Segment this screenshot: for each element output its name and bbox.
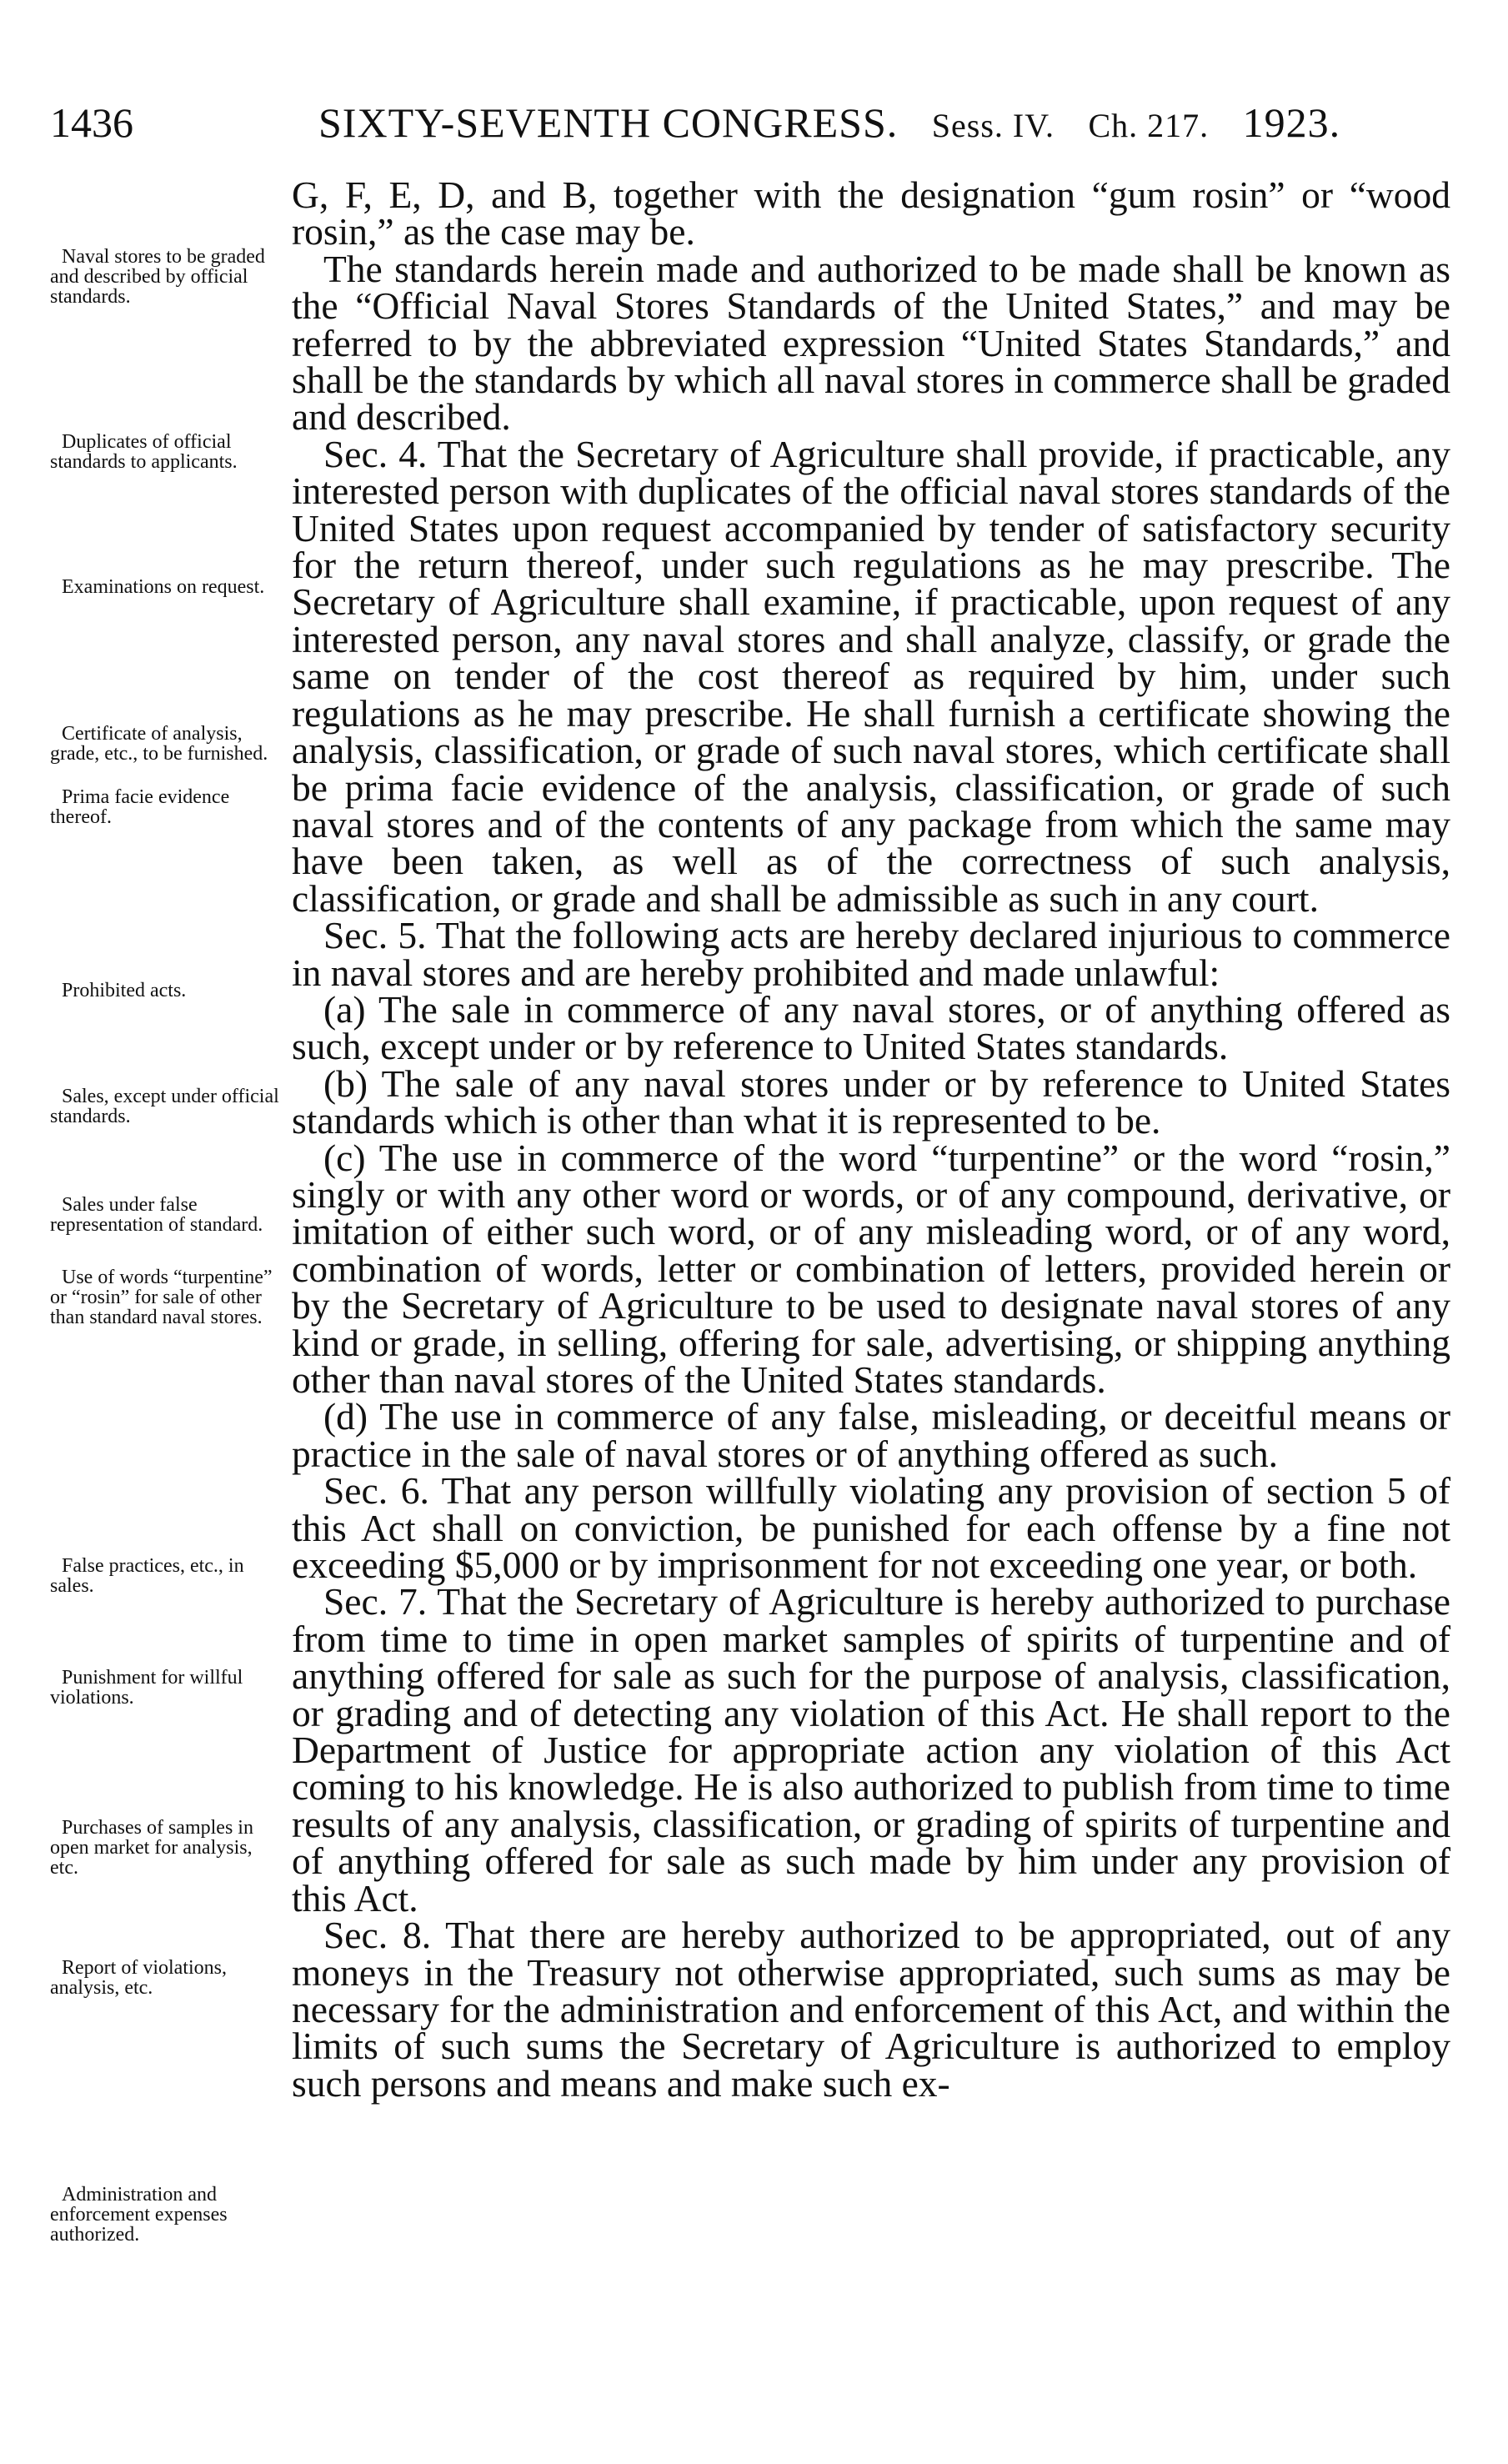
year-label: 1923. bbox=[1242, 99, 1341, 146]
margin-note: Administration and enforcement expenses authorized. bbox=[50, 2184, 228, 2246]
session-label: Sess. IV. bbox=[931, 107, 1055, 144]
margin-note: False practices, etc., in sales. bbox=[50, 1555, 244, 1597]
paragraph-sec-5: Sec. 5. That the following acts are hereby declared injurious to commerce in naval stores and are hereby prohibited and made unlawful: bbox=[292, 914, 1450, 994]
paragraph-standards: The standards herein made and authorized to be made shall be known as the “Official Naval Stores Standards of the United States,” and may be referred to by the abbreviated expression “United States Standards,” and shall be the standards by which all naval stores in commerce shall be graded and described. bbox=[292, 247, 1450, 439]
paragraph-sec-5-b: (b) The sale of any naval stores under or by reference to United States standards which is other than what it is represented to be. bbox=[292, 1061, 1450, 1142]
margin-note: Certificate of analysis, grade, etc., to be furnished. bbox=[50, 723, 268, 765]
paragraph-sec-4: Sec. 4. That the Secretary of Agriculture shall provide, if practicable, any interested person with duplicates of the official naval stores standards of the United States upon request accompanied by tender of satisfactory security for the return thereof, under such regulations as he may prescribe. The Secretary of Agriculture shall examine, if practicable, upon request of any interested person, any naval stores and shall analyze, classify, or grade the same on tender of the cost thereof as required by him, under such regulations as he may prescribe. He shall furnish a certificate showing the analysis, classification, or grade of such naval stores, which certificate shall be prima facie evidence of the analysis, classification, or grade of such naval stores and of the contents of any package from which the same may have been taken, as well as of the correctness of such analysis, classification, or grade and shall be admissible as such in any court. bbox=[292, 432, 1450, 920]
paragraph-sec-5-d: (d) The use in commerce of any false, misleading, or deceitful means or practice in the sale of naval stores or of anything offered as such. bbox=[292, 1395, 1450, 1475]
margin-note: Examinations on request. bbox=[62, 576, 265, 598]
page-number: 1436 bbox=[50, 99, 133, 146]
chapter-label: Ch. 217. bbox=[1088, 107, 1210, 144]
margin-note: Punishment for willful violations. bbox=[50, 1667, 243, 1709]
paragraph-sec-5-c: (c) The use in commerce of the word “turpentine” or the word “rosin,” singly or with any other word or words, or of any compound, derivative, or imitation of either such word, or of any misleading word, or of any word, combination of words, letter or combination of letters, provided herein or by the Secretary of Agriculture to be used to designate naval stores of any kind or grade, in selling, offering for sale, advertising, or shipping anything other than naval stores of the United States standards. bbox=[292, 1136, 1450, 1401]
header-title bbox=[318, 98, 1340, 147]
paragraph-continuation: G, F, E, D, and B, together with the designation “gum rosin” or “wood rosin,” as the case may be. bbox=[292, 173, 1450, 253]
margin-note: Sales, except under official standards. bbox=[50, 1086, 279, 1127]
margin-note: Prima facie evidence thereof. bbox=[50, 786, 230, 828]
paragraph-sec-5-a: (a) The sale in commerce of any naval stores, or of anything offered as such, except under or by reference to United States standards. bbox=[292, 987, 1450, 1068]
margin-note: Report of violations, analysis, etc. bbox=[50, 1957, 227, 1999]
margin-note: Prohibited acts. bbox=[62, 980, 187, 1001]
margin-note: Duplicates of official standards to applicants. bbox=[50, 431, 238, 473]
margin-note: Naval stores to be graded and described by official standards. bbox=[50, 246, 265, 308]
paragraph-sec-8: Sec. 8. That there are hereby authorized to be appropriated, out of any moneys in the Treasury not otherwise appropriated, such sums as may be necessary for the administration and enforcement of this Act, and within the limits of such sums the Secretary of Agriculture is authorized to employ such persons and means and make such ex- bbox=[292, 1914, 1450, 2105]
margin-note: Purchases of samples in open market for analysis, etc. bbox=[50, 1817, 253, 1879]
paragraph-sec-6: Sec. 6. That any person willfully violating any provision of section 5 of this Act shall on conviction, be punished for each offense by a fine not exceeding $5,000 or by imprisonment for not exceeding one year, or both. bbox=[292, 1469, 1450, 1587]
paragraph-sec-7: Sec. 7. That the Secretary of Agriculture is hereby authorized to purchase from time to time in open market samples of spirits of turpentine and of anything offered for sale as such for the purpose of analysis, classification, or grading and of detecting any violation of this Act. He shall report to the Department of Justice for appropriate action any violation of this Act coming to his knowledge. He is also authorized to publish from time to time results of any analysis, classification, or grading of spirits of turpentine and of anything offered for sale as such made by him under any provision of this Act. bbox=[292, 1580, 1450, 1920]
margin-note: Sales under false representation of standard. bbox=[50, 1194, 263, 1236]
margin-note: Use of words “turpentine” or “rosin” for sale of other than standard naval stores. bbox=[50, 1267, 273, 1328]
congress-name: SIXTY-SEVENTH CONGRESS. bbox=[318, 99, 899, 146]
statute-text bbox=[292, 173, 1450, 2105]
margin-notes bbox=[0, 0, 283, 2464]
